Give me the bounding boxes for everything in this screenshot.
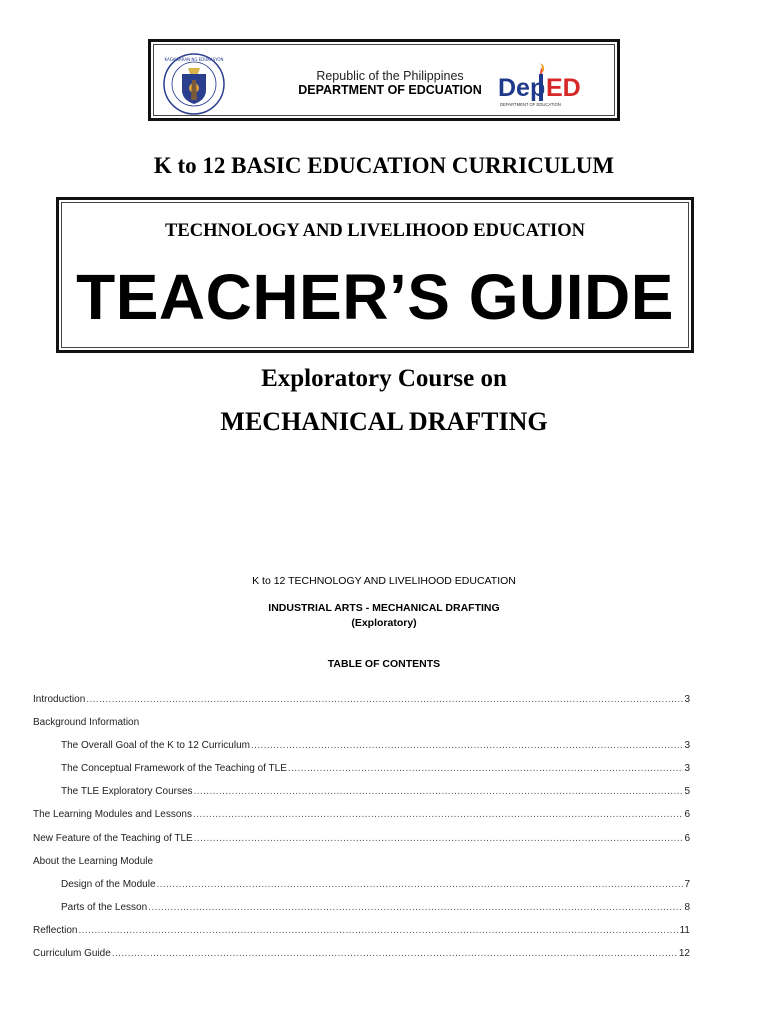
toc-heading: TABLE OF CONTENTS	[327, 658, 441, 670]
toc-entry-overall-goal[interactable]	[33, 740, 690, 763]
strand-label: INDUSTRIAL ARTS - MECHANICAL DRAFTING	[268, 602, 500, 614]
svg-text:KAGAWARAN NG EDUKASYON: KAGAWARAN NG EDUKASYON	[164, 57, 224, 62]
header-text	[290, 69, 490, 97]
toc-entry-page: 7	[684, 878, 690, 890]
curriculum-title: K to 12 BASIC EDUCATION CURRICULUM	[153, 153, 615, 178]
toc-leader-dots	[112, 948, 678, 959]
toc-entry-design-of-module[interactable]	[33, 879, 690, 902]
deped-seal-icon	[162, 52, 226, 116]
toc-entry-introduction[interactable]	[33, 694, 690, 717]
toc-entry-parts-of-lesson[interactable]	[33, 902, 690, 925]
toc-entry-page: 3	[684, 740, 690, 752]
toc-entry-curriculum-guide[interactable]	[33, 948, 690, 971]
program-label: K to 12 TECHNOLOGY AND LIVELIHOOD EDUCATION	[252, 575, 516, 587]
toc-entry-learning-modules[interactable]	[33, 809, 690, 832]
toc-entry-label: Design of the Module	[61, 878, 156, 890]
toc-entry-label: The Learning Modules and Lessons	[33, 809, 192, 821]
toc-entry-label: The TLE Exploratory Courses	[61, 786, 193, 798]
toc-leader-dots	[86, 694, 683, 705]
toc-entry-background-information[interactable]	[33, 717, 690, 740]
course-type-label: (Exploratory)	[351, 617, 417, 629]
republic-label: Republic of the Philippines	[316, 69, 464, 83]
toc-entry-about-learning-module[interactable]	[33, 856, 690, 879]
document-title: TEACHER’S GUIDE	[76, 261, 674, 333]
title-box	[56, 197, 694, 353]
toc-leader-dots	[288, 763, 684, 774]
toc-entry-label: About the Learning Module	[33, 855, 154, 867]
toc-leader-dots	[193, 809, 683, 820]
toc-entry-exploratory-courses[interactable]	[33, 786, 690, 809]
toc-entry-label: Curriculum Guide	[33, 948, 111, 960]
toc-leader-dots	[78, 925, 678, 936]
toc-leader-dots	[157, 879, 684, 890]
toc-entry-label: The Overall Goal of the K to 12 Curriculum	[61, 740, 250, 752]
toc-entry-conceptual-framework[interactable]	[33, 763, 690, 786]
header-banner-inner-border	[153, 44, 615, 116]
toc-entry-new-feature[interactable]	[33, 833, 690, 856]
svg-text:ED: ED	[546, 74, 581, 102]
toc-leader-dots	[251, 740, 683, 751]
toc-entry-page: 11	[679, 924, 690, 936]
title-box-inner-border	[61, 202, 689, 348]
toc-entry-page: 6	[684, 832, 690, 844]
course-line-1: Exploratory Course on	[261, 365, 507, 392]
toc-entry-page: 8	[684, 901, 690, 913]
svg-text:De: De	[498, 74, 530, 102]
toc-entry-reflection[interactable]	[33, 925, 690, 948]
toc-leader-dots	[148, 902, 683, 913]
toc-leader-dots	[194, 786, 684, 797]
toc-entry-page: 12	[678, 948, 690, 960]
toc-entry-page: 3	[684, 694, 690, 705]
department-label: DEPARTMENT OF EDCUATION	[298, 83, 482, 97]
svg-text:DEPARTMENT OF EDUCATION: DEPARTMENT OF EDUCATION	[500, 102, 561, 107]
toc-entry-label: New Feature of the Teaching of TLE	[33, 832, 193, 844]
toc-entry-page: 3	[684, 763, 690, 775]
toc-entry-page: 5	[684, 786, 690, 798]
svg-text:p: p	[530, 74, 546, 102]
subject-label: TECHNOLOGY AND LIVELIHOOD EDUCATION	[165, 221, 585, 241]
course-line-2: MECHANICAL DRAFTING	[220, 407, 548, 436]
toc-entry-label: The Conceptual Framework of the Teaching of TLE	[61, 763, 287, 775]
toc-entry-page: 6	[684, 809, 690, 821]
toc-leader-dots	[194, 833, 684, 844]
table-of-contents	[33, 694, 690, 971]
toc-entry-label: Reflection	[33, 924, 78, 936]
header-banner	[148, 39, 620, 121]
toc-entry-label: Introduction	[33, 694, 86, 705]
toc-entry-label: Parts of the Lesson	[61, 901, 148, 913]
deped-logo-icon	[496, 59, 588, 111]
toc-entry-label: Background Information	[33, 717, 140, 729]
